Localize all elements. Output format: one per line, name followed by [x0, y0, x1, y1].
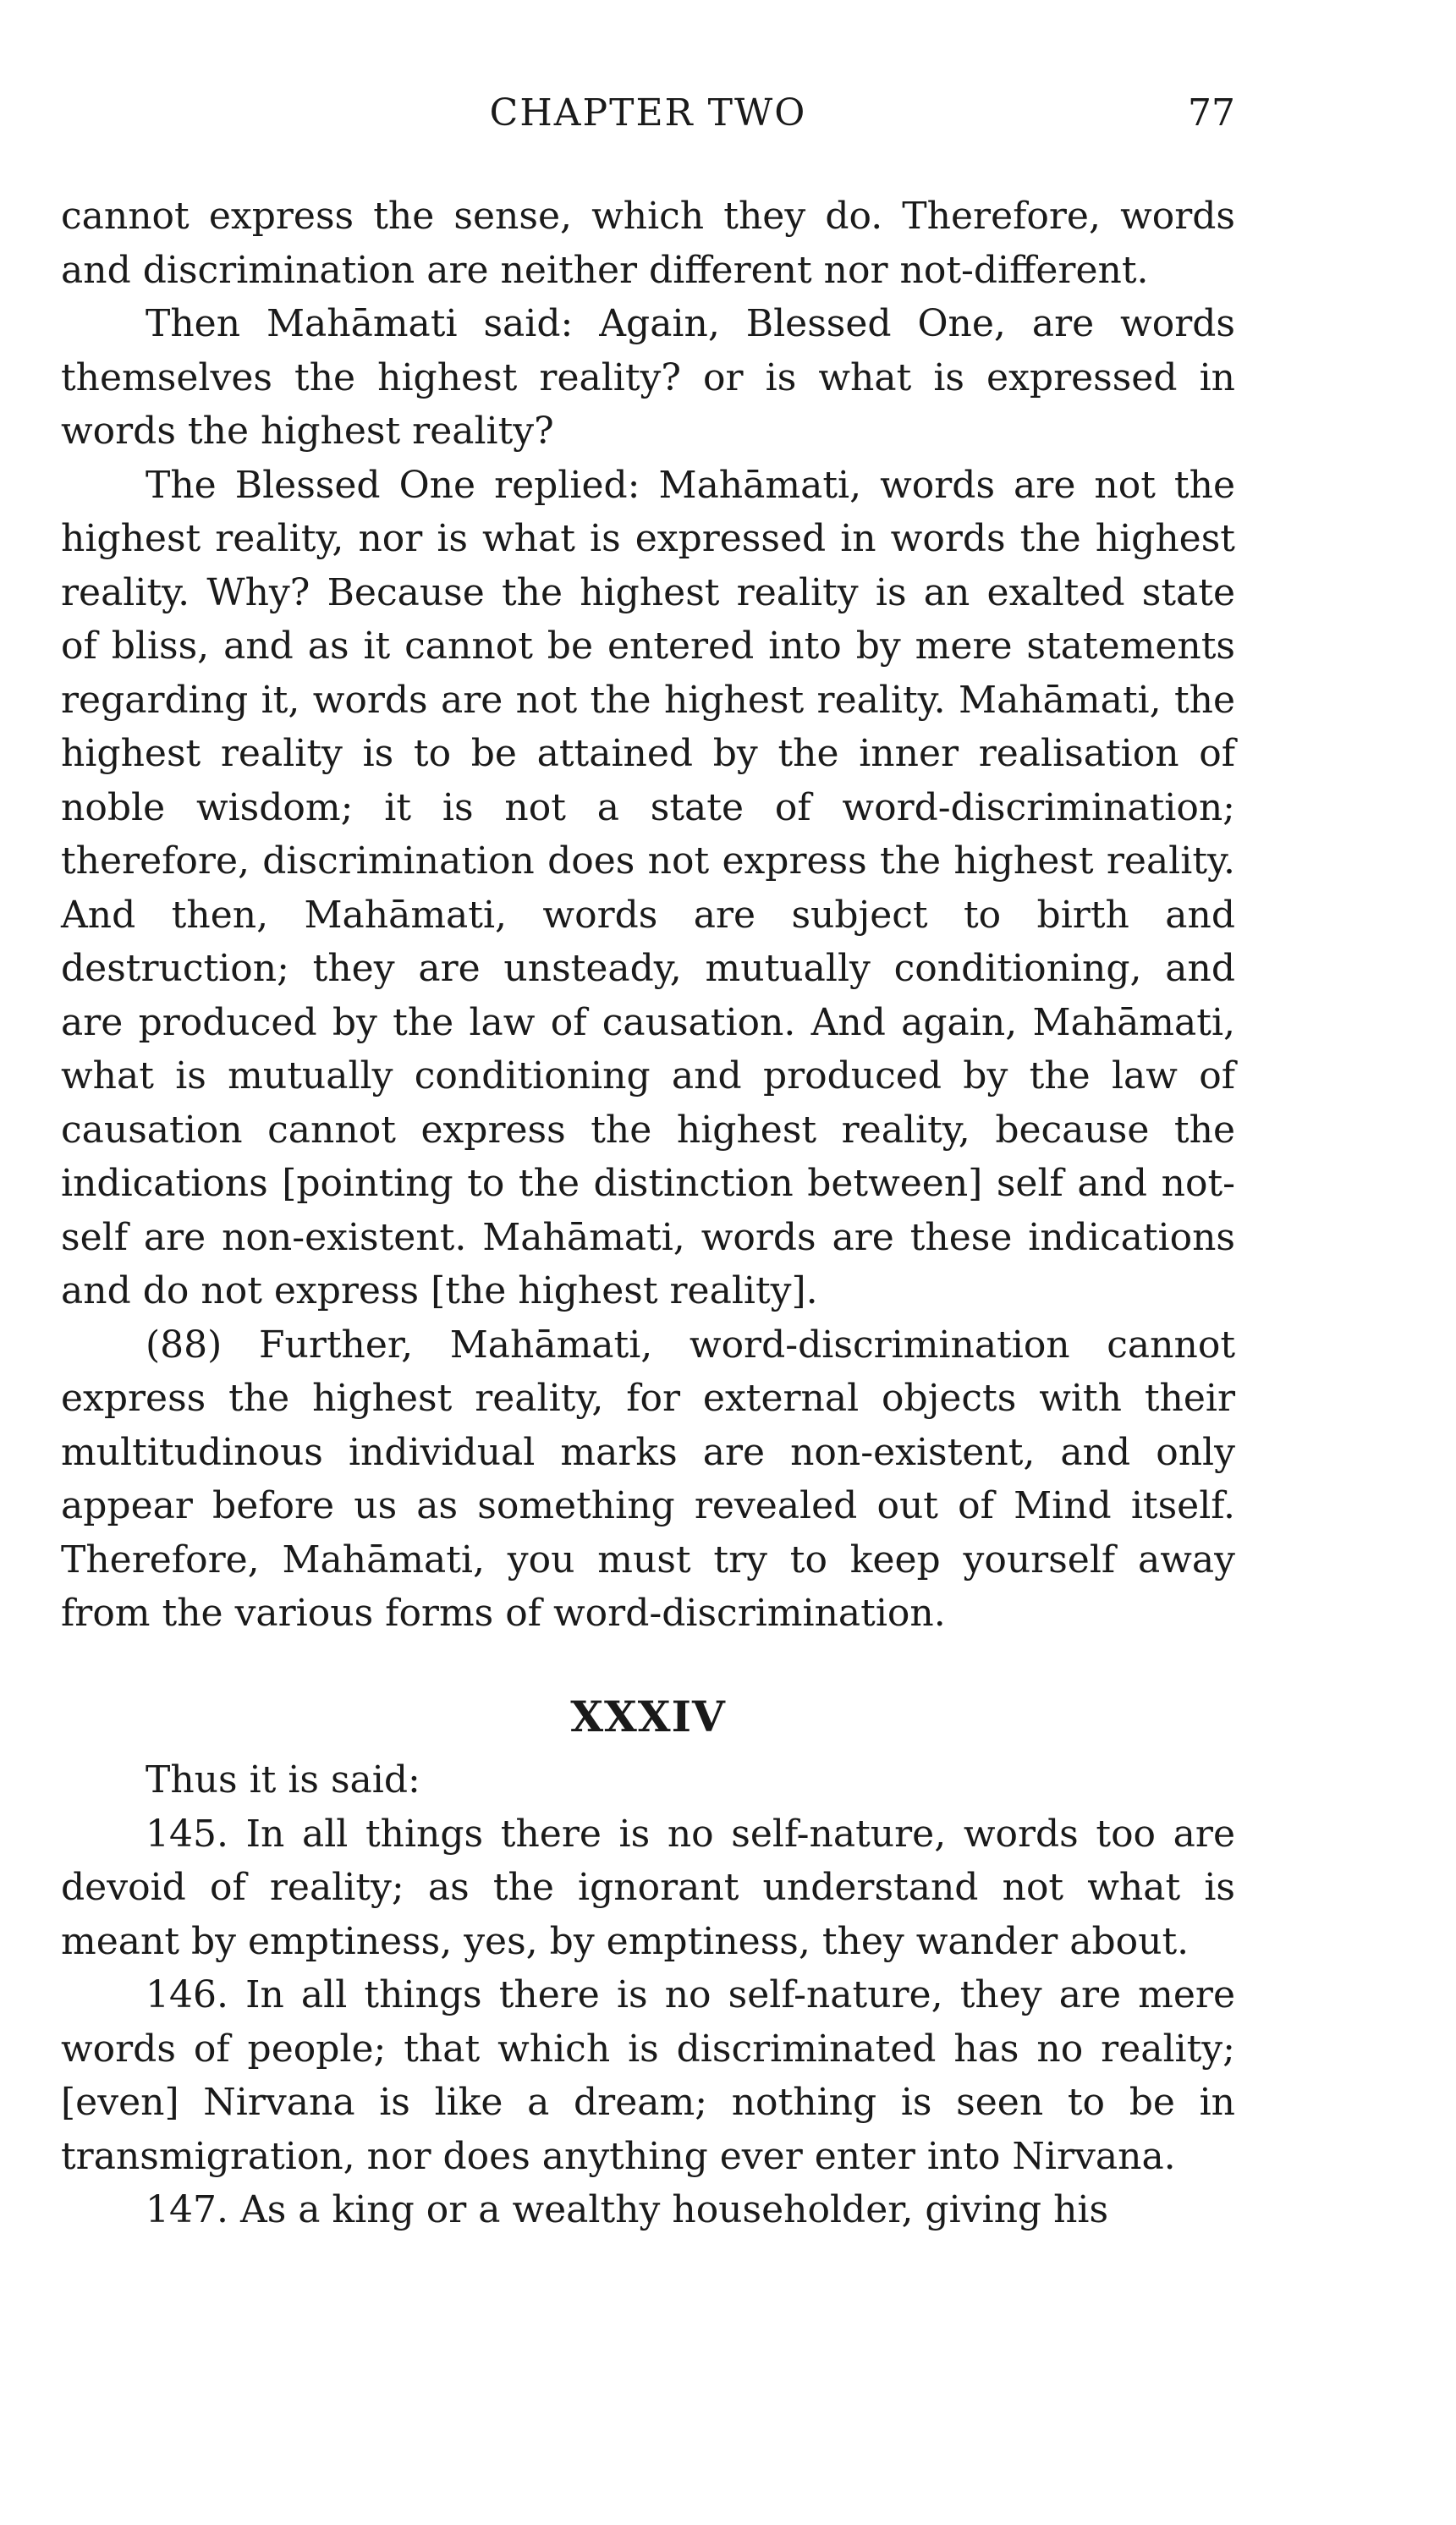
page-number: 77	[1188, 91, 1235, 135]
body-text	[61, 190, 1235, 2237]
chapter-title: CHAPTER TWO	[489, 91, 807, 135]
verse-text: In all things there is no self-nature, they are mere words of people; that which is discriminated has no reality; [even] Nirvana is like a dream; nothing is seen to be in transmigration, nor does anything ever enter into Nirvana.	[61, 1973, 1235, 2178]
paragraph-mahamati-question: Then Mahāmati said: Again, Blessed One, are words themselves the highest reality? or is what is expressed in words the highest reality?	[61, 302, 1235, 453]
section-heading: XXXIV	[570, 1691, 726, 1741]
verse-number: 145.	[146, 1812, 228, 1856]
verse-text: In all things there is no self-nature, words too are devoid of reality; as the ignorant understand not what is meant by emptiness, yes, by emptiness, they wander about.	[61, 1812, 1235, 1963]
paragraph-88: (88) Further, Mahāmati, word-discrimination cannot express the highest reality, for external objects with their multitudinous individual marks are non-existent, and only appear before us as something revealed out of Mind itself. Therefore, Mahāmati, you must try to keep yourself away from the various forms of word-discrimination.	[61, 1323, 1235, 1635]
paragraph-blessed-one-reply: The Blessed One replied: Mahāmati, words are not the highest reality, nor is what is expressed in words the highest reality. Why? Because the highest reality is an exalted state of bliss, and as it cannot be entered into by mere statements regarding it, words are not the highest reality. Mahāmati, the highest reality is to be attained by the inner realisation of noble wisdom; it is not a state of word-discrimination; therefore, discrimination does not express the highest reality. And then, Mahāmati, words are subject to birth and destruction; they are unsteady, mutually conditioning, and are produced by the law of causation. And again, Mahāmati, what is mutually conditioning and produced by the law of causation cannot express the highest reality, because the indications [pointing to the distinction between] self and not-self are non-existent. Mahāmati, words are these indications and do not express [the highest reality].	[61, 463, 1235, 1312]
verse-147	[61, 2183, 1235, 2237]
verse-number: 146.	[146, 1973, 228, 2016]
verse-number: 147.	[146, 2188, 228, 2231]
verse-146	[61, 1968, 1235, 2183]
section-intro: Thus it is said:	[146, 1758, 420, 1802]
running-head	[61, 91, 1235, 151]
paragraph-continuation: cannot express the sense, which they do. Therefore, words and discrimination are neither different nor not-different.	[61, 195, 1235, 292]
verse-145	[61, 1807, 1235, 1969]
verse-text: As a king or a wealthy householder, giving his	[239, 2188, 1109, 2231]
